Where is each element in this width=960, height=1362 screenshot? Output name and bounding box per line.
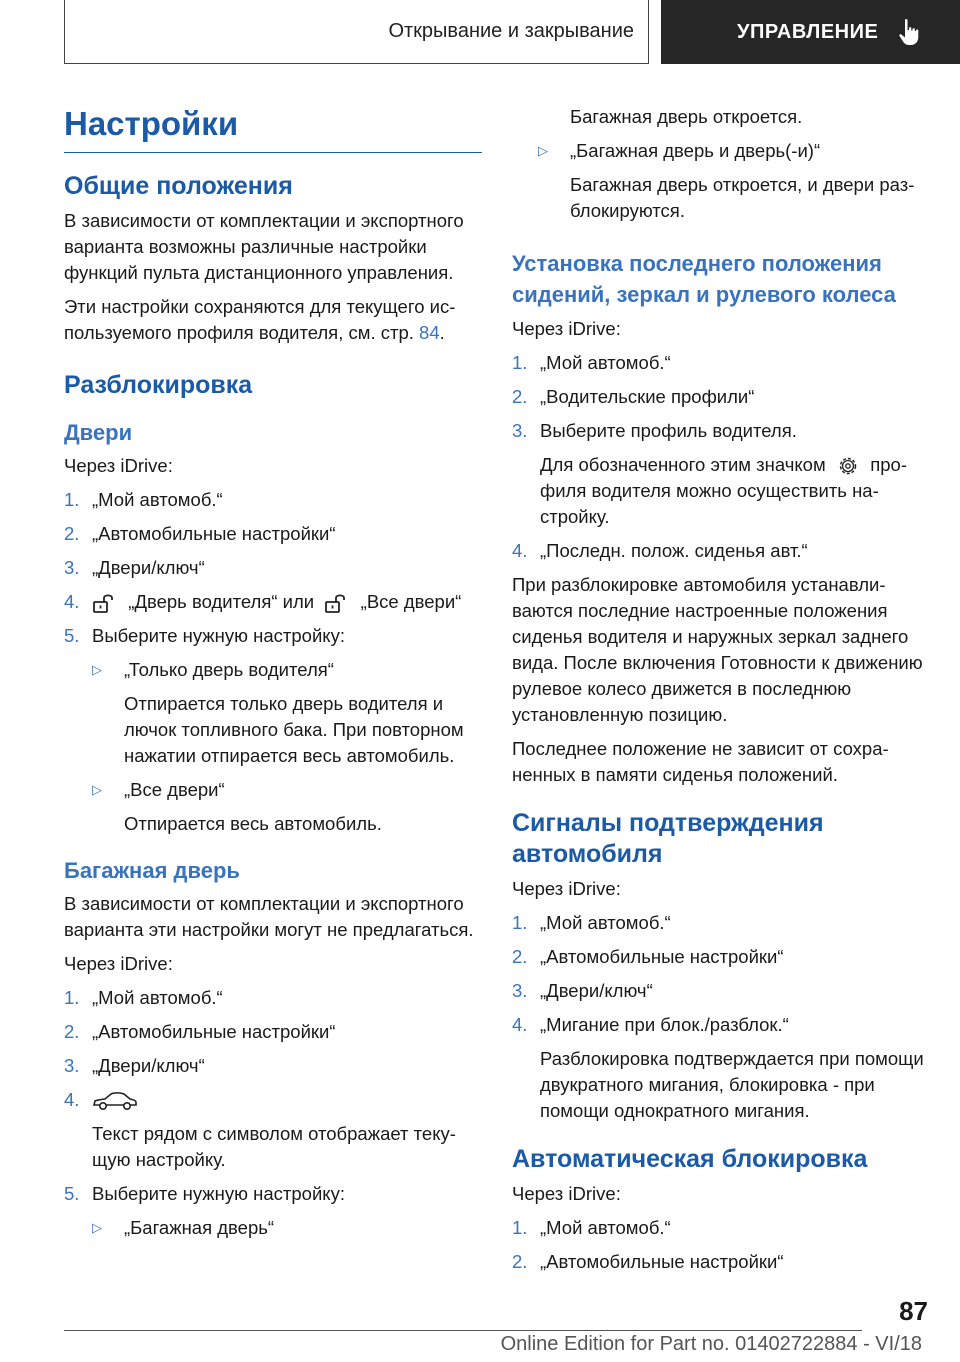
list-item: 1. „Мой автомоб.“ [512, 1217, 671, 1239]
list-item: 5. Выберите нужную настройку: [64, 1183, 345, 1204]
chapter-title: УПРАВЛЕНИЕ [737, 20, 879, 43]
bullet-item: ▷ „Багажная дверь и дверь(-и)“ [538, 138, 928, 164]
page-title: Настройки [64, 105, 239, 142]
last-position-via: Через iDrive: [512, 318, 621, 339]
list-item: 4. „Последн. полож. сиденья авт.“ [512, 540, 808, 562]
triangle-bullet-icon: ▷ [92, 782, 102, 797]
unlock-icon [324, 592, 350, 614]
option-description: Багажная дверь откроется. [570, 106, 803, 127]
unlock-heading: Разблокировка [64, 371, 253, 399]
item-description: Для обозначенного этим значком профиля водителя можно осуществить настройку. [540, 454, 908, 528]
section-title: Открывание и закрывание [388, 20, 634, 42]
list-item: 4. [64, 1087, 482, 1113]
list-item: 2. „Автомобильные настройки“ [64, 1021, 336, 1042]
signals-heading: Сигналы подтверждения автомобиля [512, 809, 824, 869]
signals-via: Через iDrive: [512, 878, 621, 900]
page-number: 87 [899, 1296, 928, 1326]
last-position-heading: Установка последнего положения сидений, зеркал и рулевого колеса [512, 251, 896, 307]
bullet-item: ▷ „Багажная дверь“ [92, 1215, 482, 1241]
list-item: 3. Выберите профиль водителя. [512, 420, 797, 441]
list-item: 4. „Мигание при блок./разблок.“ [512, 1014, 789, 1036]
list-item: 3. „Двери/ключ“ [64, 557, 205, 578]
triangle-bullet-icon: ▷ [92, 662, 102, 677]
list-item: 5. Выберите нужную настройку: [64, 625, 345, 646]
doors-heading: Двери [64, 420, 133, 445]
trunk-heading: Багажная дверь [64, 858, 240, 883]
bullet-item: ▷ „Только дверь водителя“ [92, 657, 482, 683]
general-paragraph-2-end: . [439, 322, 445, 343]
pointing-hand-icon [898, 18, 920, 46]
footer-edition: Online Edition for Part no. 01402722884 - VI/18 [500, 1333, 922, 1355]
option-description: Багажная дверь откроется, и двери разблокируются. [570, 174, 915, 221]
last-position-paragraph-2: Последнее положение не зависит от сохраненных в памяти сиденья положений. [512, 738, 889, 786]
last-position-paragraph-1: При разблокировке автомобиля устанавливаются последние настроенные положения сиденья водителя и наружных зеркал заднего вида. После включения Готовности к движению рулевое колесо движется в последнюю установленную позицию. [512, 574, 923, 726]
title-rule [64, 152, 482, 153]
triangle-bullet-icon: ▷ [92, 1220, 102, 1235]
trunk-via: Через iDrive: [64, 953, 173, 974]
car-icon [92, 1090, 138, 1112]
triangle-bullet-icon: ▷ [538, 143, 548, 158]
general-paragraph-1: В зависимости от комплектации и экспортного варианта возможны различные настройки функций пульта дистанционного управления. [64, 210, 464, 283]
list-item: 2. „Автомобильные настройки“ [64, 523, 336, 544]
list-item: 2. „Водительские профили“ [512, 386, 755, 407]
list-item: 1. „Мой автомоб.“ [512, 352, 671, 373]
list-item: 1. „Мой автомоб.“ [512, 912, 671, 934]
general-heading: Общие положения [64, 172, 293, 200]
general-paragraph-2-text: Эти настройки сохраняются для текущего используемого профиля водителя, см. стр. [64, 296, 456, 343]
item-description: Разблокировка подтверждается при помощи двукратного мигания, блокировка - при помощи однократного мигания. [540, 1048, 924, 1122]
unlock-icon [92, 592, 118, 614]
footer-rule [64, 1330, 862, 1331]
page-reference-link[interactable]: 84 [419, 322, 440, 343]
general-paragraph-2 [64, 294, 482, 346]
all-doors-option: „Все двери“ [360, 591, 462, 612]
item-description: Текст рядом с символом отображает текущую настройку. [92, 1123, 456, 1170]
gear-icon [836, 454, 860, 478]
chapter-header [661, 0, 960, 64]
list-item: 1. „Мой автомоб.“ [64, 987, 223, 1008]
option-description: Отпирается только дверь водителя и лючок топливного бака. При повторном нажатии отпирается весь автомобиль. [124, 693, 464, 766]
list-item: 2. „Автомобильные настройки“ [512, 1251, 784, 1273]
list-item: 1. „Мой автомоб.“ [64, 489, 223, 510]
trunk-paragraph: В зависимости от комплектации и экспортного варианта эти настройки могут не предлагаться. [64, 893, 474, 940]
right-column [512, 104, 928, 1283]
list-item: 2. „Автомобильные настройки“ [512, 946, 784, 968]
option-description: Отпирается весь автомобиль. [124, 813, 382, 834]
doors-via: Через iDrive: [64, 455, 173, 476]
list-item: 3. „Двери/ключ“ [64, 1055, 205, 1076]
section-header [64, 0, 649, 64]
list-item: 4. „Дверь водителя“ или „Все двери“ [64, 589, 482, 615]
list-item: 3. „Двери/ключ“ [512, 980, 653, 1002]
autolock-via: Через iDrive: [512, 1183, 621, 1205]
bullet-item: ▷ „Все двери“ [92, 777, 482, 803]
driver-door-option: „Дверь водителя“ или [128, 591, 315, 612]
left-column [64, 100, 482, 1249]
autolock-heading: Автоматическая блокировка [512, 1145, 868, 1174]
